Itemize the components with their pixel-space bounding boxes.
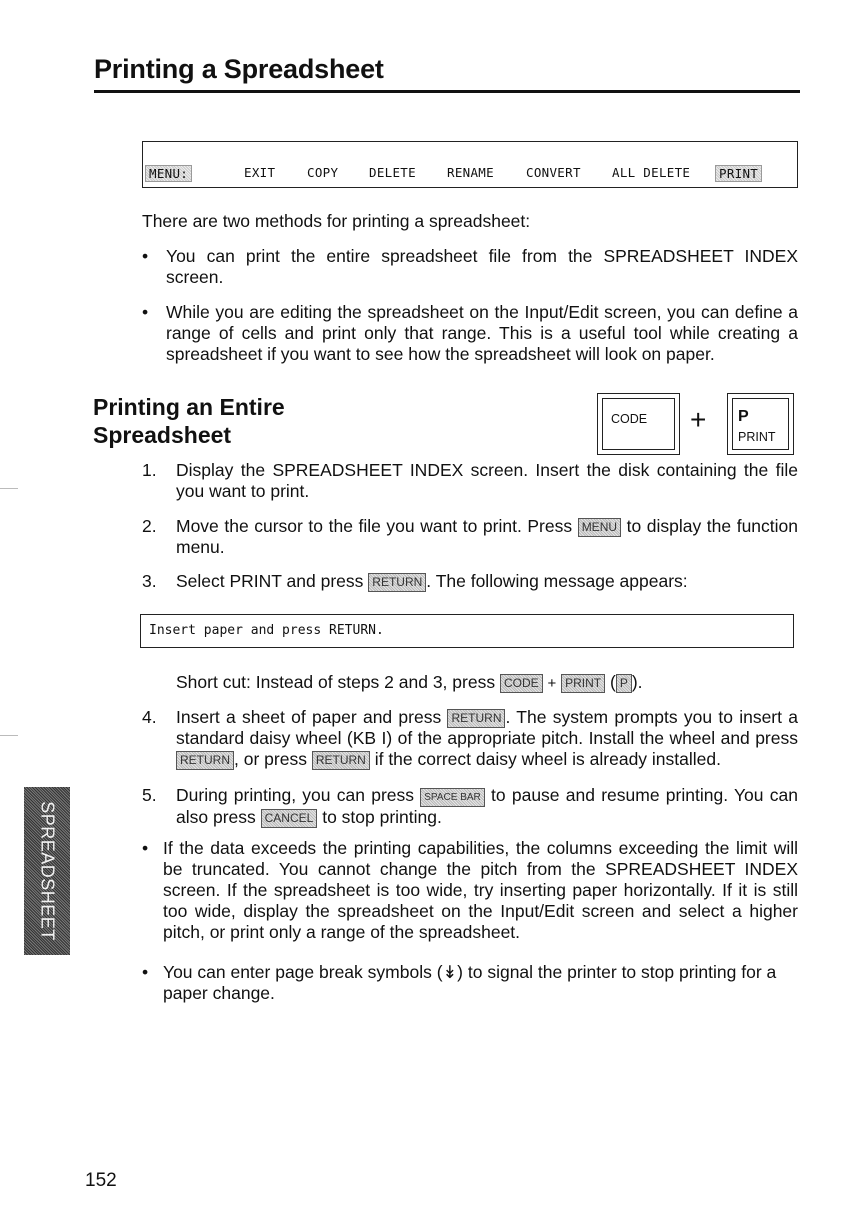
title-rule — [94, 90, 800, 93]
intro-bullet-1: You can print the entire spreadsheet file from the SPREADSHEET INDEX screen. — [166, 246, 798, 287]
step-5-text: During printing, you can press SPACE BAR to pause and resume printing. You can also press CANCEL to stop printing. — [176, 785, 798, 827]
section-heading-line1: Printing an Entire — [93, 394, 285, 420]
p-key: P — [616, 674, 632, 693]
print-keycap-label: PRINT — [738, 430, 776, 444]
print-keycap-letter: P — [738, 408, 749, 425]
margin-mark — [0, 488, 18, 489]
section-side-tab — [24, 787, 70, 955]
step-1-text: Display the SPREADSHEET INDEX screen. Insert the disk containing the file you want to print. — [176, 460, 798, 501]
intro-text: There are two methods for printing a spreadsheet: — [142, 211, 531, 231]
print-keycap — [727, 393, 794, 455]
note-page-break: You can enter page break symbols (↡) to signal the printer to stop printing for a paper change. — [163, 962, 777, 1003]
step-4-text: Insert a sheet of paper and press RETURN . The system prompts you to insert a standard daisy wheel (KB I) of the appropriate pitch. Install the wheel and press RETURN , or press RETURN if the correct daisy wheel is already installed. — [176, 707, 798, 769]
step-3-text: Select PRINT and press RETURN . The following message appears: — [176, 571, 688, 591]
menu-item-convert: CONVERT — [526, 165, 581, 180]
print-key: PRINT — [561, 674, 605, 693]
page-number: 152 — [85, 1170, 117, 1191]
code-keycap-label: CODE — [611, 412, 648, 426]
return-key: RETURN — [176, 751, 234, 770]
bullet-dot: • — [142, 246, 149, 266]
plus-sign: + — [690, 404, 707, 435]
return-key: RETURN — [368, 573, 426, 592]
shortcut-text: Short cut: Instead of steps 2 and 3, press CODE + PRINT ( P ). — [176, 672, 643, 692]
menu-key: MENU — [578, 518, 621, 537]
menu-item-rename: RENAME — [447, 165, 494, 180]
step-number: 5. — [142, 785, 157, 805]
printer-message-box — [140, 614, 794, 648]
bullet-dot: • — [142, 838, 149, 858]
intro-bullet-2: While you are editing the spreadsheet on the Input/Edit screen, you can define a range of cells and print only that range. This is a useful tool while creating a spreadsheet if you want to see how the spreadsheet will look on paper. — [166, 302, 798, 364]
step-number: 2. — [142, 516, 157, 536]
step-number: 4. — [142, 707, 157, 727]
cancel-key: CANCEL — [261, 809, 318, 828]
margin-mark — [0, 735, 18, 736]
section-heading-line2: Spreadsheet — [93, 422, 232, 448]
step-2-text: Move the cursor to the file you want to print. Press MENU to display the function menu. — [176, 516, 798, 557]
section-heading — [93, 393, 285, 449]
bullet-dot: • — [142, 302, 149, 322]
return-key: RETURN — [447, 709, 505, 728]
side-tab-label: SPREADSHEET — [37, 801, 58, 941]
note-truncation: If the data exceeds the printing capabilities, the columns exceeding the limit will be truncated. You cannot change the pitch from the SPREADSHEET INDEX screen. If the spreadsheet is too wide, try inserting paper horizontally. If it is still too wide, display the spreadsheet on the Input/Edit screen and select a higher pitch, or print only a range of the spreadsheet. — [163, 838, 798, 942]
code-key: CODE — [500, 674, 543, 693]
page-title: Printing a Spreadsheet — [94, 54, 384, 84]
step-number: 3. — [142, 571, 157, 591]
step-number: 1. — [142, 460, 157, 480]
printer-message: Insert paper and press RETURN. — [149, 623, 384, 638]
menu-item-all-delete: ALL DELETE — [612, 165, 691, 180]
menu-item-delete: DELETE — [369, 165, 416, 180]
menu-item-exit: EXIT — [244, 165, 276, 180]
function-menu-bar — [142, 141, 798, 188]
menu-label: MENU: — [145, 165, 192, 182]
menu-item-print: PRINT — [715, 165, 762, 182]
bullet-dot: • — [142, 962, 149, 982]
return-key: RETURN — [312, 751, 370, 770]
menu-item-copy: COPY — [307, 165, 339, 180]
space-bar-key: SPACE BAR — [420, 788, 485, 807]
code-keycap — [597, 393, 680, 455]
